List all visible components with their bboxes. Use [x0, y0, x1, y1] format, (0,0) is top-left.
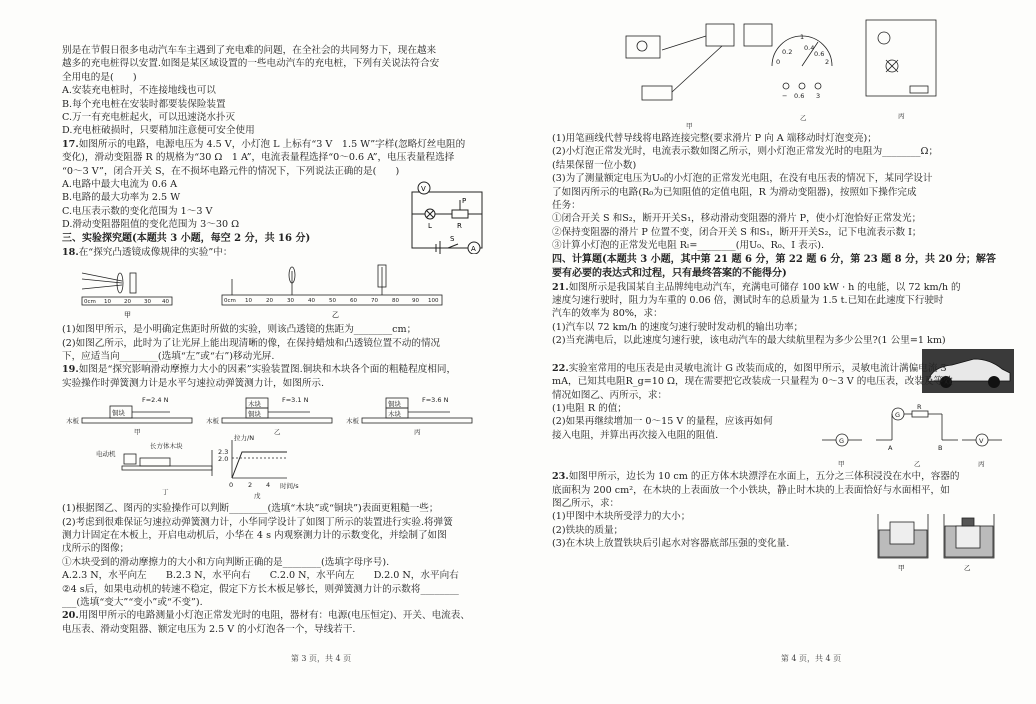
- q20-subquestion: ①闭合开关 S 和S₂，断开开关S₁，移动滑动变阻器的滑片 P，使小灯泡恰好正常发光；: [552, 213, 922, 225]
- q19-subquestion: (2)考虑到很难保证匀速拉动弹簧测力计，小华同学设计了如图丁所示的装置进行实验.将弹簧: [62, 516, 453, 528]
- q19-wood-block-label: 木块: [248, 400, 261, 409]
- q19-block-label: 长方体木块: [150, 442, 183, 451]
- q20-subquestion: (1)用笔画线代替导线将电路连接完整(要求滑片 P 向 A 端移动时灯泡变亮)；: [552, 133, 877, 144]
- q23-number: 23.: [552, 471, 569, 483]
- meter-tick: 0.6: [814, 50, 825, 58]
- q17-voltmeter-label: V: [421, 184, 426, 193]
- q22-line: (1)电阻 R 的值；: [552, 402, 627, 414]
- q19-graph-xtick: 2: [248, 481, 253, 490]
- q19-graph-xtick: 0: [229, 481, 234, 490]
- q20-fig-jia: 甲: [686, 122, 693, 130]
- ruler-tick: 10: [104, 299, 111, 306]
- section-4-heading-cont: 要有必要的表达式和过程，只有最终答案的不能得分): [552, 267, 787, 279]
- q22-line: [552, 362, 1024, 375]
- q17-line: 变化)，滑动变阻器 R 的规格为“30 Ω 1 A”，电流表量程选择“0～0.6 A”，电压表量程选择: [62, 152, 455, 164]
- q17-rheostat-label: R: [457, 221, 462, 230]
- q20-subquestion: 任务：: [552, 200, 581, 212]
- q22-r-label: R: [917, 402, 922, 411]
- q19-force-label: F=3.6 N: [422, 396, 449, 405]
- q17-option: D.滑动变阻器阻值的变化范围为 3～30 Ω: [62, 219, 240, 231]
- q20-text: 用图甲所示的电路测量小灯泡正常发光时的电阻，器材有：电源(电压恒定)、开关、电流表、: [78, 610, 470, 622]
- q19-friction-figures: [62, 390, 482, 502]
- q21-line: (2)当充满电后，以此速度匀速行驶，该电动汽车的最大续航里程为多少公里?(1 公里=1 km): [552, 335, 946, 347]
- q19-force-label: F=2.4 N: [142, 396, 169, 405]
- q22-line: mA，已知其电阻R_g=10 Ω，现在需要把它改装成一只量程为 0～3 V 的电压表，改装及等效: [552, 376, 953, 388]
- meter-terminal: −: [782, 92, 788, 100]
- q20-subquestion: (结果保留一位小数): [552, 159, 637, 171]
- q23-line: 底面积为 200 cm²，在木块的上表面放一个小铁块，静止时木块的上表面恰好与水面相平，如: [552, 484, 950, 496]
- q18-subquestion: 下，应适当向________(选填“左”或“右”)移动光屏.: [62, 350, 275, 362]
- meter-terminal: 0.6: [794, 92, 805, 100]
- q19-text: 如图是“探究影响滑动摩擦力大小的因素”实验装置图.铜块和木块各个面的粗糙程度相同，: [78, 364, 457, 376]
- q21-line: 速度匀速行驶时，阻力为车重的 0.06 倍，测试时车的总质量为 1.5 t.已知在此速度下行驶时: [552, 295, 944, 307]
- q22-g-label: G: [895, 410, 901, 419]
- ruler-tick: 30: [287, 298, 294, 305]
- q18-figures: [62, 259, 482, 323]
- q23-fig-jia: 甲: [898, 564, 905, 573]
- q20-subquestion: 了如图丙所示的电路(R₀为已知阻值的定值电阻，R 为滑动变阻器)，按照如下操作完成: [552, 186, 917, 198]
- meter-tick: 0: [776, 58, 781, 66]
- meter-tick: 0.2: [782, 48, 793, 56]
- q19-subquestion: (1)根据图乙、图丙的实验操作可以判断________(选填“木块”或“铜块”)表面更粗糙一些；: [62, 503, 439, 515]
- q16-line: 别是在节假日很多电动汽车车主遇到了充电难的问题，在全社会的共同努力下，现在越来: [62, 45, 437, 56]
- q18-small-ruler-labels: [84, 299, 169, 305]
- ruler-tick: 70: [371, 298, 378, 305]
- q17-line: “0～3 V”，闭合开关 S，在不损坏电路元件的情况下，下列说法正确的是( ): [62, 165, 400, 177]
- ruler-tick: 40: [162, 299, 169, 306]
- q17-circuit-diagram: [402, 178, 494, 254]
- q19-graph-xlabel: 时间/s: [280, 482, 299, 491]
- q22-line: (2)如果再继续增加一 0～15 V 的量程，应该再如何: [552, 416, 773, 428]
- q21-block: [552, 281, 1024, 348]
- q17-text: 如图所示的电路，电源电压为 4.5 V，小灯泡 L 上标有“3 V 1.5 W”字样(忽略灯丝电阻的: [78, 138, 466, 150]
- q20-subquestion: ②保持变阻器的滑片 P 位置不变，闭合开关 S 和S₁，断开开关S₂，记下电流表示数 I；: [552, 226, 922, 238]
- section-4-heading: 四、计算题(本题共 3 小题，其中第 21 题 6 分，第 22 题 6 分，第 23 题 8 分，共 20 分；解答: [552, 253, 996, 265]
- q19-graph-xtick: 4: [266, 481, 271, 490]
- q22-circuit-figures: [822, 402, 1012, 474]
- ruler-tick: 50: [329, 298, 336, 305]
- q19-graph-ytick: 2.0: [218, 455, 229, 464]
- q22-b-label: B: [938, 443, 943, 452]
- section-3-heading: 三、实验探究题(本题共 3 小题，每空 2 分，共 16 分): [62, 232, 311, 244]
- q21-line: (1)汽车以 72 km/h 的速度匀速行驶时发动机的输出功率；: [552, 321, 804, 333]
- q23-line: (2)铁块的质量；: [552, 524, 624, 536]
- battery-icon: [642, 86, 672, 100]
- ruler-tick: 20: [266, 298, 273, 305]
- q19-subquestion: 戊所示的图像；: [62, 543, 130, 555]
- q20-number: 20.: [62, 610, 79, 622]
- q23-container-figures: [872, 510, 1002, 574]
- q16-line: 越多的充电桩得以安置.如图是某区域设置的一些电动汽车的充电桩，下列有关说法符合安: [62, 58, 440, 70]
- q16-line: 全用电的是( ): [62, 71, 137, 83]
- q22-line: 接入电阻，并算出再次接入电阻的阻值.: [552, 429, 719, 441]
- q16-option: B.每个充电桩在安装时都要装保险装置: [62, 98, 226, 110]
- q17-ammeter-label: A: [471, 244, 476, 253]
- ruler-tick: 0cm: [224, 298, 236, 305]
- q22-text: 实验室常用的电压表是由灵敏电流计 G 改装而成的，如图甲所示，灵敏电流计满偏电流 3: [568, 362, 947, 374]
- q22-block: [552, 362, 1024, 468]
- q18-ruler-labels: [224, 298, 439, 304]
- q23-line: [552, 470, 1024, 483]
- q19-fig-ding: 丁: [162, 488, 169, 497]
- q23-line: (1)甲图中木块所受浮力的大小；: [552, 511, 691, 523]
- meter-tick: 2: [825, 58, 830, 66]
- q23-text: 如图甲所示，边长为 10 cm 的正方体木块漂浮在水面上，五分之三体积浸没在水中，容器的: [568, 471, 960, 483]
- q19-subquestion: A.2.3 N，水平向左 B.2.3 N，水平向右 C.2.0 N，水平向左 D.2.0 N，水平向右: [62, 570, 459, 582]
- q19-board-label: 木板: [66, 417, 79, 426]
- q17-number: 17.: [62, 138, 79, 150]
- q19-board-label: 木板: [346, 417, 359, 426]
- q23-line: 图乙所示，求：: [552, 497, 620, 509]
- q19-subquestion: ①木块受到的滑动摩擦力的大小和方向判断正确的是________(选填字母序号).: [62, 556, 390, 568]
- q19-number: 19.: [62, 364, 79, 376]
- q20-subquestion: (2)小灯泡正常发光时，电流表示数如图乙所示，则小灯泡正常发光时的电阻为________Ω；: [552, 146, 939, 158]
- q22-a-label: A: [888, 443, 893, 452]
- q19-wood-block-label: 木块: [388, 410, 401, 419]
- q22-fig-jia: 甲: [838, 459, 845, 468]
- ruler-tick: 40: [308, 298, 315, 305]
- meter-tick: 0.4: [804, 44, 815, 52]
- q23-block: [552, 470, 1024, 573]
- q18-text: 在“探究凸透镜成像规律的实验”中：: [78, 246, 233, 258]
- ruler-tick: 90: [412, 298, 419, 305]
- q16-option: D.充电桩破损时，只要稍加注意便可安全使用: [62, 125, 255, 137]
- q18-subquestion: (2)如图乙所示，此时为了让光屏上能出现清晰的像，在保持蜡烛和凸透镜位置不动的情况: [62, 337, 441, 349]
- q20-line: [62, 609, 506, 622]
- q18-subquestion: (1)如图甲所示，是小明确定焦距时所做的实验，则该凸透镜的焦距为________cm；: [62, 324, 417, 336]
- q22-v-label: V: [979, 436, 984, 445]
- q21-text: 如图所示是我国某自主品牌纯电动汽车，充满电可储存 100 kW · h 的电能，以 72 km/h 的: [568, 281, 961, 293]
- q20-subquestion: ③计算小灯泡的正常发光电阻 Rₗ=________(用U₀、R₀、I 表示).: [552, 240, 825, 252]
- q17-option: C.电压表示数的变化范围为 1～3 V: [62, 205, 213, 217]
- q19-copper-block-label: 铜块: [388, 400, 401, 409]
- q20-subquestion: (3)为了测量额定电压为U₀的小灯泡的正常发光电阻，在没有电压表的情况下，某同学设计: [552, 173, 933, 185]
- q19-fig-bing: 丙: [414, 428, 421, 437]
- q18-fig-jia-label: 甲: [124, 311, 131, 320]
- q21-line: 汽车的效率为 80%，求：: [552, 308, 663, 320]
- q20-figures: [622, 6, 982, 132]
- q20-fig-yi: 乙: [800, 114, 807, 122]
- q16-option: C.万一有充电桩起火，可以迅速浇水扑灭: [62, 112, 236, 124]
- right-page: [518, 0, 1036, 704]
- q19-subquestion: ___(选填“变大”“变小”或“不变”).: [62, 596, 203, 608]
- q19-fig-wu: 戊: [254, 492, 261, 501]
- q22-fig-yi: 乙: [914, 459, 921, 468]
- meter-terminal: 3: [816, 92, 821, 100]
- ruler-tick: 60: [350, 298, 357, 305]
- q18-number: 18.: [62, 246, 79, 258]
- q21-line: [552, 281, 1024, 294]
- q19-fig-jia: 甲: [134, 428, 141, 437]
- q22-fig-bing: 丙: [978, 459, 985, 468]
- ruler-tick: 0cm: [84, 299, 96, 306]
- q23-fig-yi: 乙: [964, 564, 971, 573]
- q19-subquestion: 测力计固定在木板上，开启电动机后，小华在 4 s 内观察测力计的示数变化，并绘制了如图: [62, 529, 447, 541]
- q16-option: A.安装充电桩时，不连接地线也可以: [62, 85, 216, 97]
- q17-slider-label: P: [462, 196, 467, 205]
- q19-board-label: 木板: [206, 417, 219, 426]
- q19-force-label: F=3.1 N: [282, 396, 309, 405]
- ruler-tick: 30: [144, 299, 151, 306]
- ruler-tick: 100: [428, 298, 439, 305]
- q17-line: [62, 138, 506, 151]
- q17-option: A.电路中最大电流为 0.6 A: [62, 179, 178, 191]
- page-number-right: 第 4 页，共 4 页: [780, 654, 842, 663]
- q22-number: 22.: [552, 362, 569, 374]
- q19-copper-block-label: 铜块: [248, 410, 261, 419]
- meter-tick: 1: [800, 33, 805, 41]
- q20-line: 电压表、滑动变阻器、额定电压为 2.5 V 的小灯泡各一个，导线若干.: [62, 623, 356, 635]
- ruler-tick: 20: [124, 299, 131, 306]
- q18-fig-yi-label: 乙: [332, 311, 339, 320]
- q19-line: [62, 363, 506, 376]
- q19-motor-label: 电动机: [96, 450, 116, 459]
- q17-lamp-label: L: [428, 221, 432, 230]
- q17-option: B.电路的最大功率为 2.5 W: [62, 192, 181, 204]
- q19-subquestion: ②4 s后，如果电动机的转速不稳定，假定下方长木板足够长，则弹簧测力计的示数将________: [62, 583, 459, 595]
- q23-line: (3)在木块上放置铁块后引起水对容器底部压强的变化量.: [552, 538, 790, 550]
- q22-line: 情况如图乙、丙所示，求：: [552, 389, 668, 401]
- q19-fig-yi: 乙: [274, 428, 281, 437]
- q20-fig-bing: 丙: [898, 112, 905, 120]
- q22-g-label: G: [839, 436, 845, 445]
- ruler-tick: 80: [392, 298, 399, 305]
- q19-graph-ylabel: 拉力/N: [234, 434, 255, 443]
- q19-line: 实验操作时弹簧测力计是水平匀速拉动弹簧测力计，如图所示.: [62, 377, 325, 389]
- q19-copper-block-label: 铜块: [112, 409, 125, 418]
- q19-graph-ytick: 2.3: [218, 448, 229, 457]
- ruler-tick: 10: [245, 298, 252, 305]
- page-number-left: 第 3 页，共 4 页: [290, 654, 352, 663]
- q17-switch-label: S: [450, 234, 455, 243]
- q21-number: 21.: [552, 281, 569, 293]
